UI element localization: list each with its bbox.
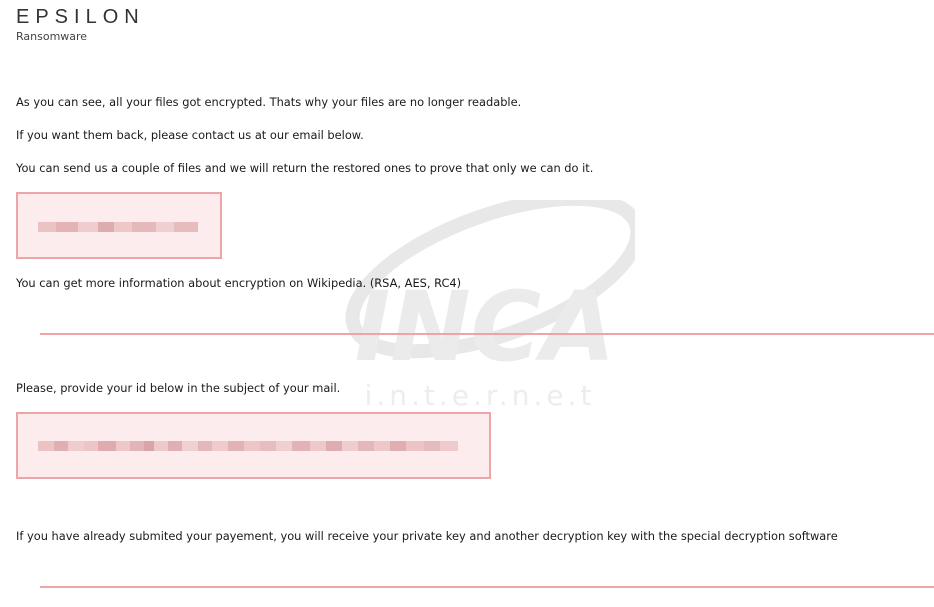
email-redacted	[38, 222, 198, 232]
message-wikipedia: You can get more information about encryption on Wikipedia. (RSA, AES, RC4)	[16, 276, 462, 290]
message-contact: If you want them back, please contact us at our email below.	[16, 128, 364, 142]
brand-subtitle: Ransomware	[16, 30, 88, 43]
watermark-tagline: i.n.t.e.r.n.e.t	[364, 379, 596, 412]
divider-bottom	[40, 586, 934, 588]
message-payment: If you have already submited your payement, you will receive your private key and another decryption key with the special decryption software	[16, 529, 838, 543]
email-box[interactable]	[16, 192, 222, 259]
inca-internet-watermark	[335, 200, 635, 415]
divider-top	[40, 333, 934, 335]
id-box[interactable]	[16, 412, 491, 479]
brand-title: EPSILON	[16, 6, 145, 28]
message-provide-id: Please, provide your id below in the subject of your mail.	[16, 381, 341, 395]
message-encrypted: As you can see, all your files got encrypted. Thats why your files are no longer readable.	[16, 95, 522, 109]
message-proof: You can send us a couple of files and we will return the restored ones to prove that only we can do it.	[16, 161, 594, 175]
id-redacted	[38, 441, 458, 451]
watermark-logo-text: INCA	[354, 271, 616, 383]
